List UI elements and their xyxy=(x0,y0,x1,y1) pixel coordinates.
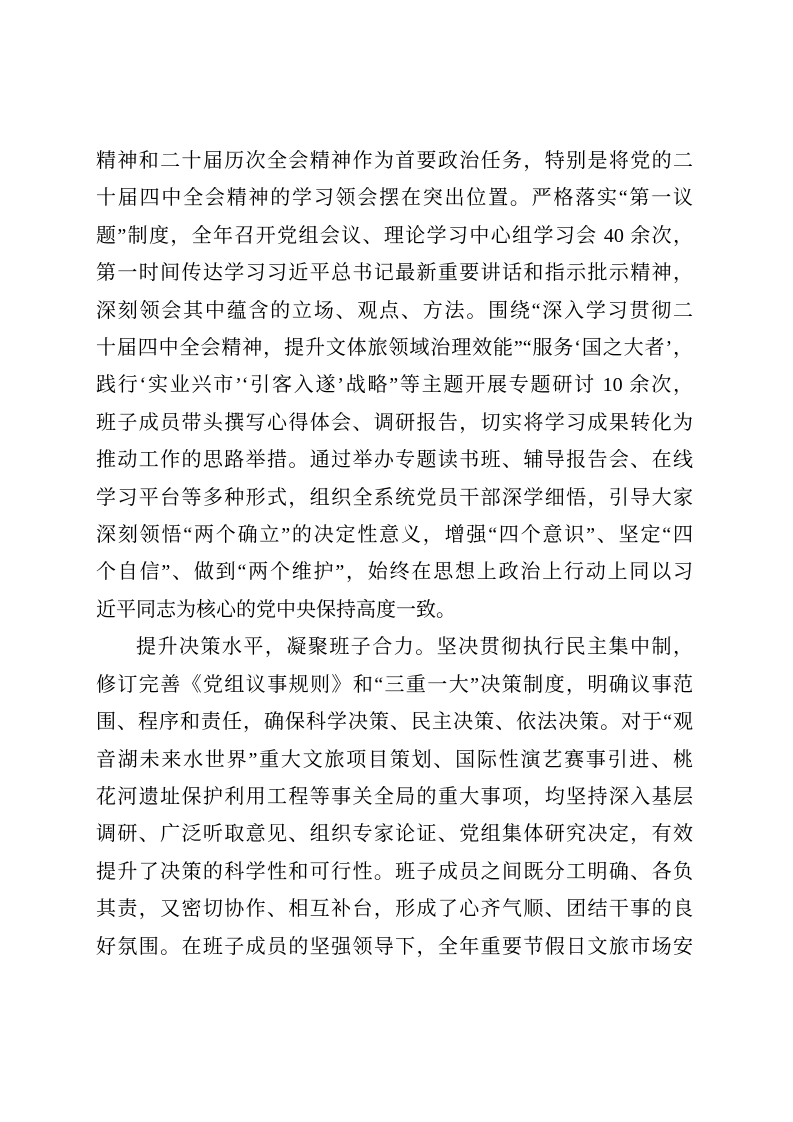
text-line: 学习平台等多种形式，组织全系统党员干部深学细悟，引导大家 xyxy=(96,486,693,509)
text-line: 修订完善《党组议事规则》和“三重一大”决策制度，明确议事范 xyxy=(96,673,693,696)
text-line: 深刻领悟“两个确立”的决定性意义，增强“四个意识”、坚定“四 xyxy=(96,524,693,547)
text-line: 提升决策水平，凝聚班子合力。坚决贯彻执行民主集中制， xyxy=(136,636,693,659)
text-line: 践行‘实业兴市’‘引客入遂’战略”等主题开展专题研讨 10 余次， xyxy=(96,374,693,397)
text-line: 提升了决策的科学性和可行性。班子成员之间既分工明确、各负 xyxy=(96,860,693,883)
text-line: 班子成员带头撰写心得体会、调研报告，切实将学习成果转化为 xyxy=(96,411,693,434)
text-line: 音湖未来水世界”重大文旅项目策划、国际性演艺赛事引进、桃 xyxy=(96,748,693,771)
text-line: 精神和二十届历次全会精神作为首要政治任务，特别是将党的二 xyxy=(96,150,693,172)
text-line: 题”制度，全年召开党组会议、理论学习中心组学习会 40 余次， xyxy=(96,224,693,247)
text-line: 花河遗址保护利用工程等事关全局的重大事项，均坚持深入基层 xyxy=(96,785,693,808)
text-line: 推动工作的思路举措。通过举办专题读书班、辅导报告会、在线 xyxy=(96,449,693,472)
text-line: 好氛围。在班子成员的坚强领导下，全年重要节假日文旅市场安 xyxy=(96,935,693,958)
text-line: 十届四中全会精神，提升文体旅领域治理效能”“服务‘国之大者’， xyxy=(96,337,693,360)
text-line: 调研、广泛听取意见、组织专家论证、党组集体研究决定，有效 xyxy=(96,823,693,846)
text-line: 十届四中全会精神的学习领会摆在突出位置。严格落实“第一议 xyxy=(96,187,693,210)
text-line: 围、程序和责任，确保科学决策、民主决策、依法决策。对于“观 xyxy=(96,711,693,734)
text-line: 个自信”、做到“两个维护”，始终在思想上政治上行动上同以习 xyxy=(96,561,693,584)
text-line: 其责，又密切协作、相互补台，形成了心齐气顺、团结干事的良 xyxy=(96,898,693,921)
document-body xyxy=(96,143,693,966)
text-line: 深刻领会其中蕴含的立场、观点、方法。围绕“深入学习贯彻二 xyxy=(96,299,693,322)
text-line: 第一时间传达学习习近平总书记最新重要讲话和指示批示精神， xyxy=(96,262,693,285)
text-line: 近平同志为核心的党中央保持高度一致。 xyxy=(96,598,456,621)
